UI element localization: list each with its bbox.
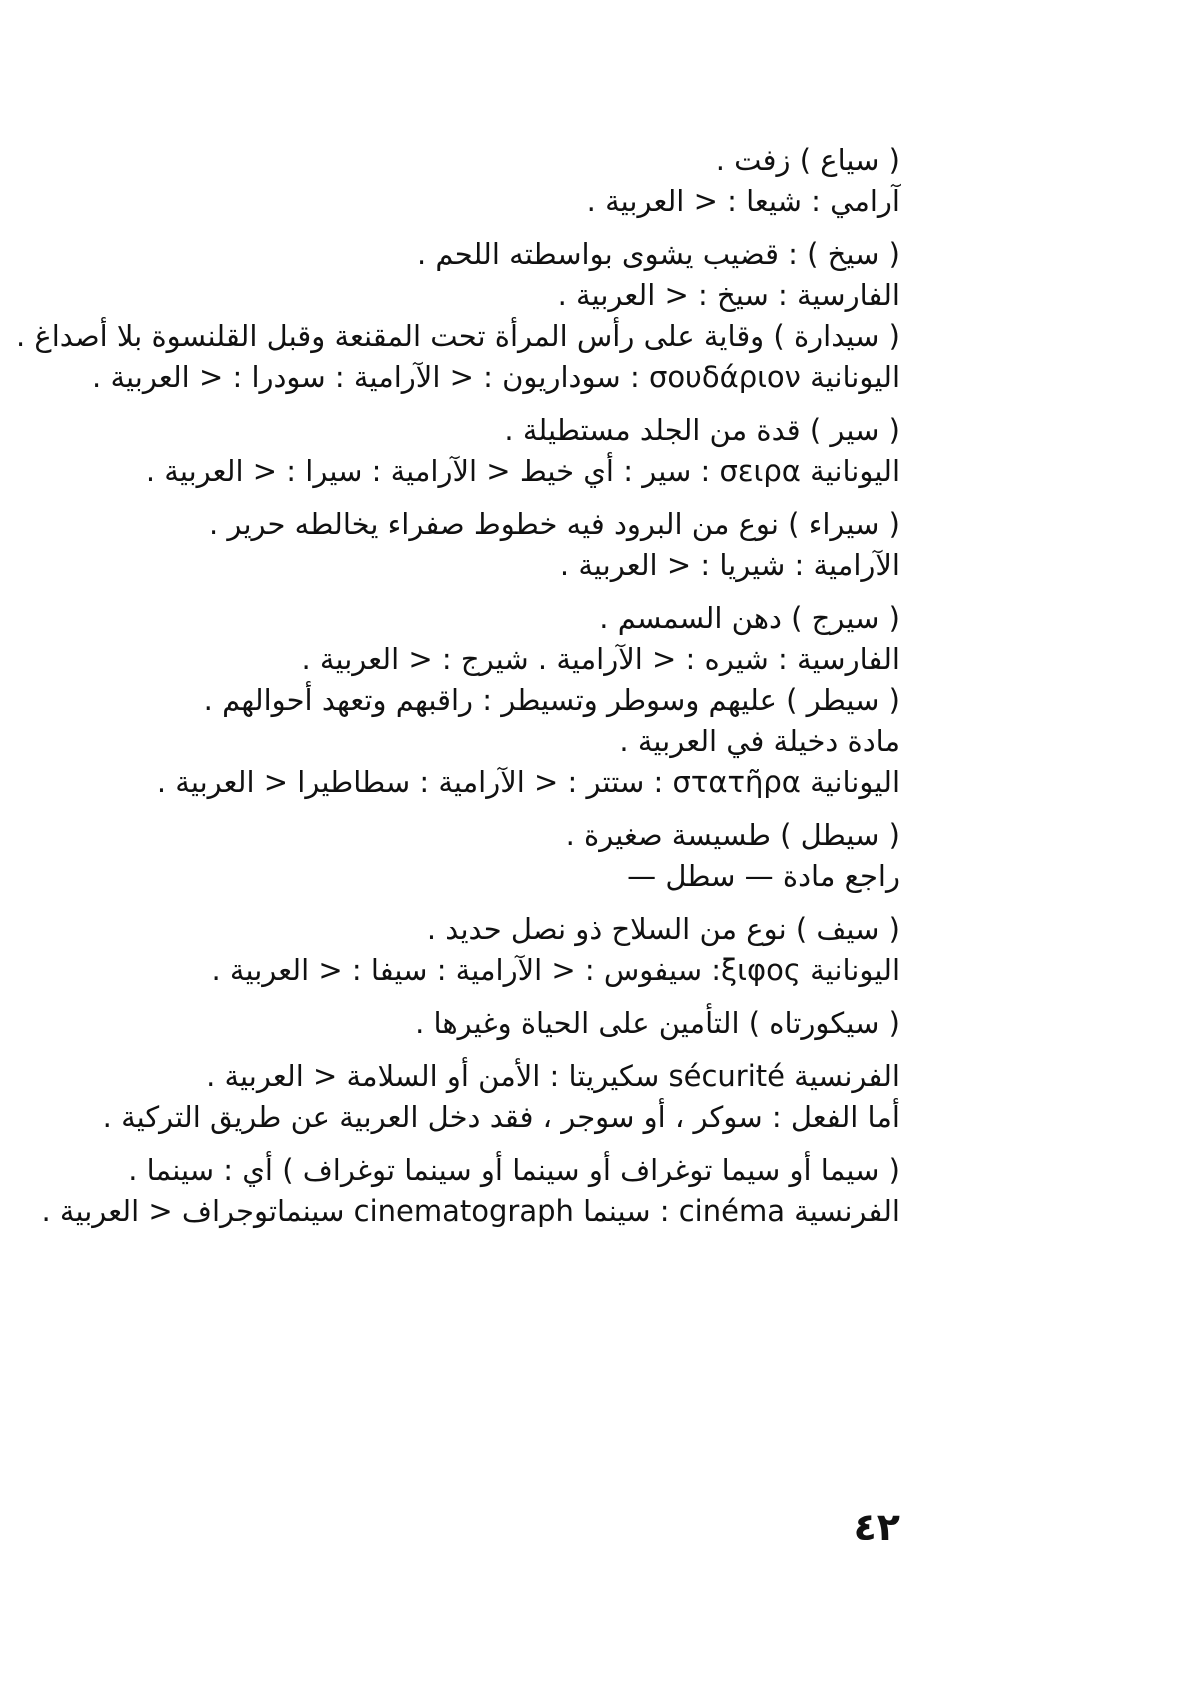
entry-head: ( سياع ) زفت . <box>715 143 900 177</box>
entry-line: راجع مادة — سطل — <box>627 859 900 893</box>
entry-head: ( سيطر ) عليهم وسوطر وتسيطر : راقبهم وتعهد أحوالهم . <box>203 683 900 717</box>
entry-head: ( سير ) قدة من الجلد مستطيلة . <box>504 413 900 447</box>
entry-line: اليونانية σειρα : سير : أي خيط < الآرامية : سيرا : < العربية . <box>145 454 900 488</box>
entry-line: أما الفعل : سوكر ، أو سوجر ، فقد دخل العربية عن طريق التركية . <box>102 1100 900 1134</box>
entry-line: اليونانية στατῆρα : ستتر : < الآرامية : سطاطيرا < العربية . <box>156 765 900 799</box>
page-number: ٤٢ <box>853 1505 900 1549</box>
entry-line: الآرامية : شيريا : < العربية . <box>559 548 900 582</box>
entry-head: ( سيرج ) دهن السمسم . <box>599 601 900 635</box>
entry-head: ( سيخ ) : قضيب يشوى بواسطته اللحم . <box>416 237 900 271</box>
entry-head: ( سيكورتاه ) التأمين على الحياة وغيرها . <box>415 1006 900 1040</box>
entry-head: ( سيما أو سيما توغراف أو سينما أو سينما توغراف ) أي : سينما . <box>128 1153 900 1187</box>
entry-line: اليونانية σουδάριον : سوداريون : < الآرامية : سودرا : < العربية . <box>92 360 900 394</box>
entry-head: ( سيف ) نوع من السلاح ذو نصل حديد . <box>426 912 900 946</box>
entry-head: ( سيدارة ) وقاية على رأس المرأة تحت المقنعة وقبل القلنسوة بلا أصداغ . <box>15 319 900 353</box>
dictionary-entries <box>15 140 900 1232</box>
entry-line: مادة دخيلة في العربية . <box>619 724 900 758</box>
entry-head: ( سيراء ) نوع من البرود فيه خطوط صفراء يخالطه حرير . <box>209 507 900 541</box>
entry-line: الفارسية : شيره : < الآرامية . شيرج : < العربية . <box>301 642 900 676</box>
entry-line: الفارسية : سيخ : < العربية . <box>557 278 900 312</box>
entry-line: الفرنسية cinéma : سينما cinematograph سينماتوجراف < العربية . <box>41 1194 900 1228</box>
entry-head: ( سيطل ) طسيسة صغيرة . <box>565 818 900 852</box>
entry-line: الفرنسية sécurité سكيريتا : الأمن أو السلامة < العربية . <box>206 1059 900 1093</box>
entry-line: اليونانية ξιφος: سيفوس : < الآرامية : سيفا : < العربية . <box>211 953 900 987</box>
entry-line: آرامي : شيعا : < العربية . <box>586 184 900 218</box>
